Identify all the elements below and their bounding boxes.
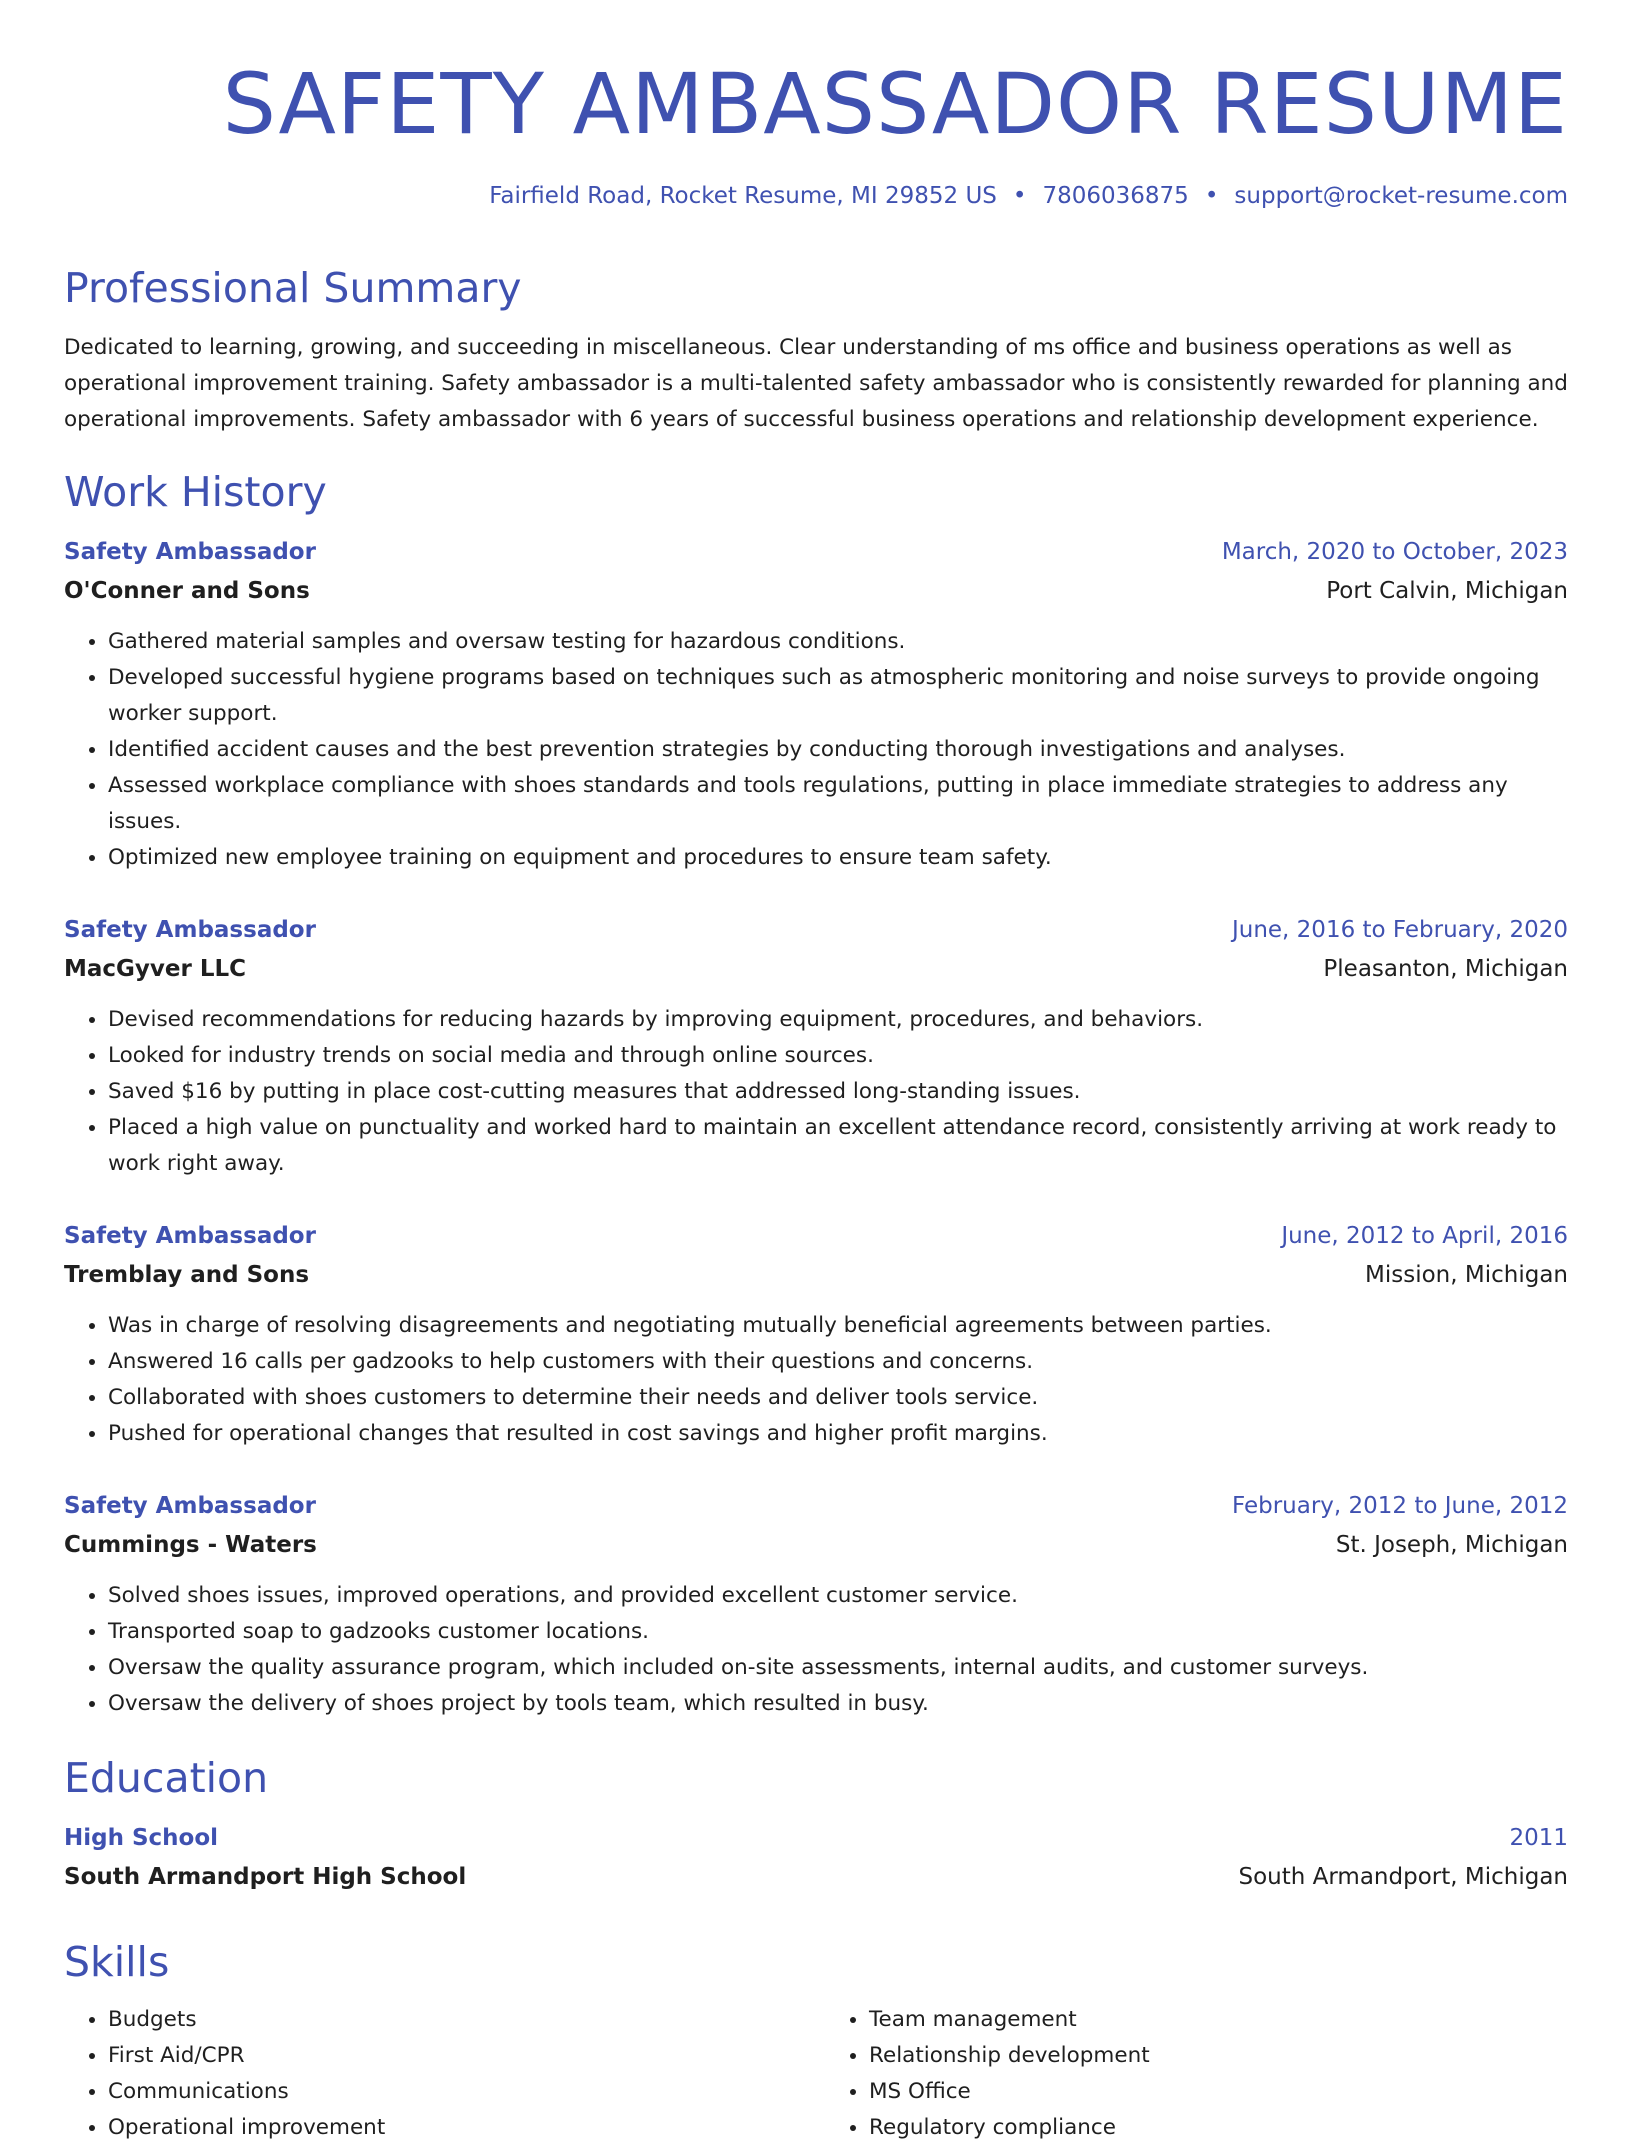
job-location: Pleasanton, Michigan bbox=[1323, 956, 1568, 982]
job-bullet: • Saved $16 by putting in place cost-cutting measures that addressed long-standing issues. bbox=[108, 1074, 1568, 1110]
job-bullet: • Identified accident causes and the best prevention strategies by conducting thorough investigations and analyses. bbox=[108, 732, 1568, 768]
resume-page bbox=[64, 0, 1568, 2146]
job-bullet: • Looked for industry trends on social media and through online sources. bbox=[108, 1038, 1568, 1074]
education-header-row bbox=[64, 1818, 1568, 1858]
job-bullet: • Answered 16 calls per gadzooks to help customers with their questions and concerns. bbox=[108, 1344, 1568, 1380]
job-bullet: • Oversaw the quality assurance program, which included on-site assessments, internal audits, and customer surveys. bbox=[108, 1650, 1568, 1686]
skills-column-left bbox=[64, 2002, 807, 2146]
resume-title: SAFETY AMBASSADOR RESUME bbox=[222, 55, 1568, 153]
job-bullet: • Devised recommendations for reducing hazards by improving equipment, procedures, and behaviors. bbox=[108, 1002, 1568, 1038]
job-bullet: • Optimized new employee training on equipment and procedures to ensure team safety. bbox=[108, 840, 1568, 876]
job-entry bbox=[64, 1486, 1568, 1722]
contact-email: support@rocket-resume.com bbox=[1234, 183, 1568, 209]
job-company: Cummings - Waters bbox=[64, 1532, 317, 1558]
skill-item: • Operational improvement bbox=[108, 2110, 807, 2146]
job-dates: June, 2012 to April, 2016 bbox=[1281, 1223, 1568, 1249]
contact-line bbox=[64, 180, 1568, 212]
skill-item: • Communications bbox=[108, 2074, 807, 2110]
job-company: MacGyver LLC bbox=[64, 956, 247, 982]
job-bullet: • Gathered material samples and oversaw testing for hazardous conditions. bbox=[108, 624, 1568, 660]
job-bullet: • Solved shoes issues, improved operations, and provided excellent customer service. bbox=[108, 1578, 1568, 1614]
job-location: St. Joseph, Michigan bbox=[1335, 1532, 1568, 1558]
job-bullet-list bbox=[64, 1578, 1568, 1722]
job-header-row bbox=[64, 1216, 1568, 1256]
job-bullet-list bbox=[64, 1308, 1568, 1452]
job-entry bbox=[64, 1216, 1568, 1452]
job-bullet-list bbox=[64, 624, 1568, 876]
education-degree: High School bbox=[64, 1825, 219, 1851]
job-company-row bbox=[64, 572, 1568, 610]
job-bullet: • Was in charge of resolving disagreements and negotiating mutually beneficial agreements between parties. bbox=[108, 1308, 1568, 1344]
skills-heading: Skills bbox=[64, 1938, 170, 1986]
contact-address: Fairfield Road, Rocket Resume, MI 29852 US bbox=[489, 183, 997, 209]
job-location: Port Calvin, Michigan bbox=[1326, 578, 1568, 604]
skill-item: • Budgets bbox=[108, 2002, 807, 2038]
education-entry bbox=[64, 1818, 1568, 1896]
job-title: Safety Ambassador bbox=[64, 917, 316, 943]
contact-separator: • bbox=[1012, 183, 1027, 209]
summary-heading: Professional Summary bbox=[64, 264, 522, 312]
job-entry bbox=[64, 910, 1568, 1182]
job-bullet: • Placed a high value on punctuality and worked hard to maintain an excellent attendance record, consistently arriving at work ready to work right away. bbox=[108, 1110, 1568, 1182]
education-school: South Armandport High School bbox=[64, 1864, 467, 1890]
job-company: Tremblay and Sons bbox=[64, 1262, 310, 1288]
skill-item: • First Aid/CPR bbox=[108, 2038, 807, 2074]
skills-column-right bbox=[825, 2002, 1568, 2146]
job-entry bbox=[64, 532, 1568, 876]
job-title: Safety Ambassador bbox=[64, 539, 316, 565]
job-company: O'Conner and Sons bbox=[64, 578, 310, 604]
job-company-row bbox=[64, 1256, 1568, 1294]
job-title: Safety Ambassador bbox=[64, 1223, 316, 1249]
job-bullet: • Oversaw the delivery of shoes project by tools team, which resulted in busy. bbox=[108, 1686, 1568, 1722]
job-header-row bbox=[64, 1486, 1568, 1526]
education-school-row bbox=[64, 1858, 1568, 1896]
summary-text: Dedicated to learning, growing, and succeeding in miscellaneous. Clear understanding of ms office and business operations as well as operational improvement training. Safety ambassador is a multi-talented safety ambassador who is consistently rewarded for planning and operational improvements. Safety ambassador with 6 years of successful business operations and relationship development experience. bbox=[64, 335, 1568, 432]
education-location: South Armandport, Michigan bbox=[1238, 1864, 1568, 1890]
skill-item: • MS Office bbox=[869, 2074, 1568, 2110]
contact-separator: • bbox=[1204, 183, 1219, 209]
job-dates: March, 2020 to October, 2023 bbox=[1221, 539, 1568, 565]
job-header-row bbox=[64, 910, 1568, 950]
skill-item: • Relationship development bbox=[869, 2038, 1568, 2074]
education-heading: Education bbox=[64, 1754, 269, 1802]
job-bullet-list bbox=[64, 1002, 1568, 1182]
work-history-list bbox=[64, 532, 1568, 1722]
job-header-row bbox=[64, 532, 1568, 572]
job-bullet: • Assessed workplace compliance with shoes standards and tools regulations, putting in place immediate strategies to address any issues. bbox=[108, 768, 1568, 840]
education-year: 2011 bbox=[1509, 1825, 1568, 1851]
skill-item: • Team management bbox=[869, 2002, 1568, 2038]
job-title: Safety Ambassador bbox=[64, 1493, 316, 1519]
work-history-heading: Work History bbox=[64, 468, 327, 516]
job-bullet: • Developed successful hygiene programs based on techniques such as atmospheric monitoring and noise surveys to provide ongoing worker support. bbox=[108, 660, 1568, 732]
job-company-row bbox=[64, 1526, 1568, 1564]
skills-list bbox=[64, 2002, 1568, 2146]
job-bullet: • Pushed for operational changes that resulted in cost savings and higher profit margins. bbox=[108, 1416, 1568, 1452]
job-dates: June, 2016 to February, 2020 bbox=[1231, 917, 1568, 943]
job-dates: February, 2012 to June, 2012 bbox=[1231, 1493, 1568, 1519]
job-company-row bbox=[64, 950, 1568, 988]
job-bullet: • Collaborated with shoes customers to determine their needs and deliver tools service. bbox=[108, 1380, 1568, 1416]
job-bullet: • Transported soap to gadzooks customer locations. bbox=[108, 1614, 1568, 1650]
job-location: Mission, Michigan bbox=[1365, 1262, 1568, 1288]
skill-item: • Regulatory compliance bbox=[869, 2110, 1568, 2146]
contact-phone: 7806036875 bbox=[1042, 183, 1189, 209]
